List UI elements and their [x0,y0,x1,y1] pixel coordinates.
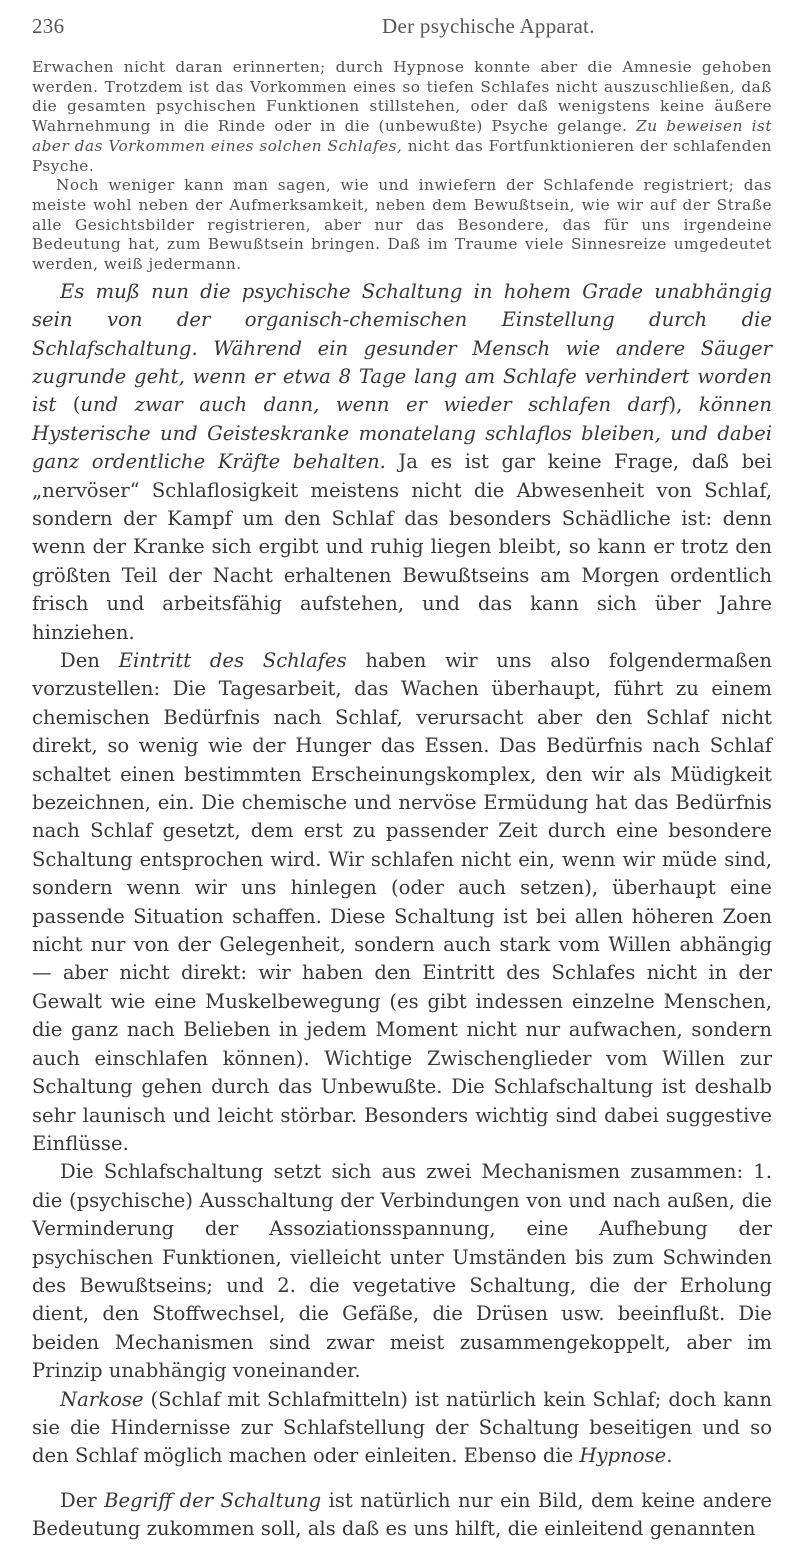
paragraph-schaltung: Es muß nun die psychische Schaltung in hohem Grade unabhängig sein von der organisch-chemischen Einstellung durch die Schlafschaltung. Während ein gesunder Mensch wie andere Säuger zugrunde geht, wenn er etwa 8 Tage lang am Schlafe verhindert worden ist (und zwar auch dann, wenn er wieder schlafen darf), können Hysterische und Geisteskranke monatelang schlaflos bleiben, und dabei ganz ordentliche Kräfte behalten. Ja es ist gar keine Frage, daß bei „nervöser“ Schlaflosigkeit meistens nicht die Abwesenheit von Schlaf, sondern der Kampf um den Schlaf das besonders Schädliche ist: denn wenn der Kranke sich ergibt und ruhig liegen bleibt, so kann er trotz den größten Teil der Nacht erhaltenen Bewußtseins am Morgen ordentlich frisch und arbeitsfähig aufstehen, und das kann sich über Jahre hinziehen. [32,279,772,644]
emphasis: und zwar auch dann, wenn er wieder schlafen darf [80,393,669,417]
page-number: 236 [32,14,65,38]
running-head [32,14,772,58]
emphasis: Begriff der Schaltung [104,1488,322,1512]
running-title: Der psychische Apparat. [382,14,595,38]
emphasis: Eintritt des Schlafes [118,649,347,673]
emphasis: können Hysterische und Geisteskranke monatelang schlaflos bleiben, und dabei ganz ordentliche Kräfte behalten. [32,393,772,474]
paragraph-begriff: Der Begriff der Schaltung ist natürlich nur ein Bild, dem keine andere Bedeutung zukommen soll, als daß es uns hilft, die einleitend genannten [32,1488,772,1541]
paragraph-narkose: Narkose (Schlaf mit Schlafmitteln) ist natürlich kein Schlaf; doch kann sie die Hindernisse zur Schlafstellung der Schaltung beseitigen und so den Schlaf möglich machen oder einleiten. Ebenso die Hypnose. [32,1387,772,1468]
small-print-section [32,58,772,275]
paragraph-eintritt: Den Eintritt des Schlafes haben wir uns also folgendermaßen vorzustellen: Die Tagesarbeit, das Wachen überhaupt, führt zu einem chemischen Bedürfnis nach Schlaf, verursacht aber den Schlaf nicht direkt, so wenig wie der Hunger das Essen. Das Bedürfnis nach Schlaf schaltet einen bestimmten Erscheinungskomplex, den wir als Müdigkeit bezeichnen, ein. Die chemische und nervöse Ermüdung hat das Bedürfnis nach Schlaf gesetzt, dem erst zu passender Zeit durch eine besondere Schaltung entsprochen wird. Wir schlafen nicht ein, wenn wir müde sind, sondern wenn wir uns hinlegen (oder auch setzen), überhaupt eine passende Situation schaffen. Diese Schaltung ist bei allen höheren Zoen nicht nur von der Gelegenheit, sondern auch stark vom Willen abhängig — aber nicht direkt: wir haben den Eintritt des Schlafes nicht in der Gewalt wie eine Muskelbewegung (es gibt indessen einzelne Menschen, die ganz nach Belieben in jedem Moment nicht nur aufwachen, sondern auch einschlafen können). Wichtige Zwischenglieder vom Willen zur Schaltung gehen durch das Unbewußte. Die Schlafschaltung ist deshalb sehr launisch und leicht störbar. Besonders wichtig sind dabei suggestive Einflüsse. [32,649,772,1155]
body-text [32,278,772,1544]
emphasis: Narkose [60,1387,144,1411]
emphasis: Es muß nun die psychische Schaltung in hohem Grade unabhängig sein von der organisch-chemischen Einstellung durch die Schlafschaltung. Während ein gesunder Mensch wie andere Säuger zugrunde geht, wenn er etwa 8 Tage lang am Schlafe verhindert worden ist [32,279,772,417]
paragraph-mechanismen: Die Schlafschaltung setzt sich aus zwei Mechanismen zusammen: 1. die (psychische) Ausschaltung der Verbindungen von und nach außen, die Verminderung der Assoziationsspannung, eine Aufhebung der psychischen Funktionen, vielleicht unter Umständen bis zum Schwinden des Bewußtseins; und 2. die vegetative Schaltung, die der Erholung dient, den Stoffwechsel, die Gefäße, die Drüsen usw. beeinflußt. Die beiden Mechanismen sind zwar meist zusammengekoppelt, aber im Prinzip unabhängig voneinander. [32,1160,772,1383]
emphasis: Zu beweisen ist aber das Vorkommen eines solchen Schlafes, [32,117,772,155]
emphasis: Hypnose [579,1444,667,1468]
small-paragraph: Noch weniger kann man sagen, wie und inwiefern der Schlafende registriert; das meiste wohl neben der Aufmerksamkeit, neben dem Bewußtsein, wie wir auf der Straße alle Gesichtsbilder registrieren, aber nur das Besondere, das für uns irgendeine Bedeutung hat, zum Bewußtsein bringen. Daß im Traume viele Sinnesreize umgedeutet werden, weiß jedermann. [32,176,772,274]
small-paragraph: Erwachen nicht daran erinnerten; durch Hypnose konnte aber die Amnesie gehoben werden. Trotzdem ist das Vorkommen eines so tiefen Schlafes nicht auszuschließen, daß die gesamten psychischen Funktionen stillstehen, oder daß wenigstens keine äußere Wahrnehmung in die Rinde oder in die (unbewußte) Psyche gelange. Zu beweisen ist aber das Vorkommen eines solchen Schlafes, nicht das Fortfunktionieren der schlafenden Psyche. [32,58,772,175]
